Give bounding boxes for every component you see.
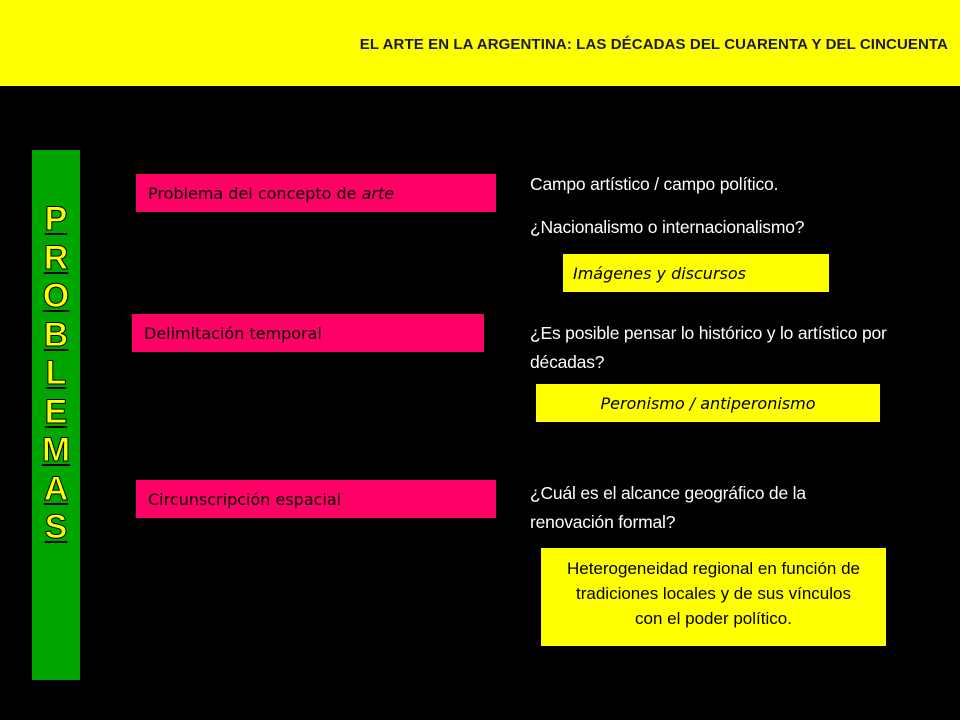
sidebar-letter: M [41,431,71,469]
sidebar-letter: E [44,392,68,431]
sidebar-letter: R [43,238,69,277]
problem-concepto-arte [136,174,496,212]
problem-label: Problema del concepto de [148,183,362,203]
note-imagenes-discursos: Imágenes y discursos [563,254,829,292]
problemas-sidebar [32,150,80,680]
header-banner [0,0,960,86]
sidebar-letter: S [44,508,68,546]
page-title: EL ARTE EN LA ARGENTINA: LAS DÉCADAS DEL CUARENTA Y DEL CINCUENTA [359,36,948,53]
problem-label-italic: arte [361,183,395,203]
statement-geografico: ¿Cuál es el alcance geográfico de la renovación formal? [530,483,806,532]
sidebar-letter: B [43,315,69,354]
statement-campo: Campo artístico / campo político. [530,174,779,194]
statement-historico: ¿Es posible pensar lo histórico y lo artístico por décadas? [530,323,887,372]
sidebar-letter: P [44,200,68,238]
problem-circunscripcion-espacial: Circunscripción espacial [136,480,496,518]
note-heterogeneidad: Heterogeneidad regional en función de tradiciones locales y de sus vínculos con el poder político. [541,548,886,646]
sidebar-letter: L [45,354,67,392]
problem-delimitacion-temporal: Delimitación temporal [132,314,484,352]
sidebar-letter: O [42,277,70,315]
note-peronismo: Peronismo / antiperonismo [536,384,880,422]
sidebar-letter: A [43,469,69,508]
statement-nacionalismo: ¿Nacionalismo o internacionalismo? [530,217,805,237]
